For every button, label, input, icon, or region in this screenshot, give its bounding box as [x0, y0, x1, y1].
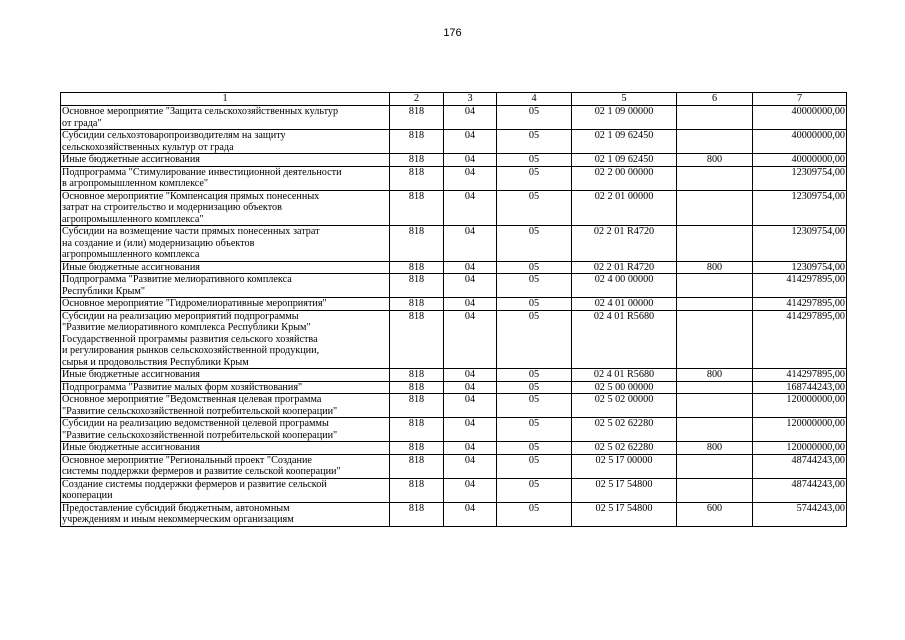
amount-cell: 414297895,00 — [753, 310, 847, 369]
row-name-line: на создание и (или) модернизацию объектов — [62, 237, 255, 249]
section-code-cell: 04 — [444, 166, 497, 190]
admin-code-cell: 818 — [390, 478, 444, 502]
admin-code-cell: 818 — [390, 166, 444, 190]
row-name-line: Создание системы поддержки фермеров и развитие сельской — [62, 478, 327, 490]
row-name-cell — [61, 478, 390, 502]
admin-code-cell: 818 — [390, 130, 444, 154]
admin-code-cell: 818 — [390, 298, 444, 311]
amount-cell: 120000000,00 — [753, 394, 847, 418]
table-row — [61, 442, 847, 455]
amount-cell: 12309754,00 — [753, 166, 847, 190]
amount-cell: 48744243,00 — [753, 454, 847, 478]
table-row — [61, 274, 847, 298]
header-cell: 2 — [390, 93, 444, 106]
target-article-cell: 02 2 00 00000 — [572, 166, 677, 190]
target-article-cell: 02 1 09 00000 — [572, 106, 677, 130]
admin-code-cell: 818 — [390, 454, 444, 478]
row-name-line: Субсидии на возмещение части прямых понесенных затрат — [62, 226, 320, 237]
expense-type-cell — [677, 478, 753, 502]
expense-type-cell — [677, 394, 753, 418]
target-article-cell: 02 5 I7 00000 — [572, 454, 677, 478]
row-name-cell — [61, 130, 390, 154]
admin-code-cell: 818 — [390, 310, 444, 369]
section-code-cell: 04 — [444, 226, 497, 262]
row-name-line: Основное мероприятие "Региональный проект "Создание — [62, 454, 312, 466]
amount-cell: 414297895,00 — [753, 274, 847, 298]
section-code-cell: 04 — [444, 154, 497, 167]
amount-cell: 120000000,00 — [753, 418, 847, 442]
target-article-cell: 02 1 09 62450 — [572, 130, 677, 154]
subsection-code-cell: 05 — [497, 502, 572, 526]
admin-code-cell: 818 — [390, 154, 444, 167]
table-body — [61, 106, 847, 527]
row-name-line: агропромышленного комплекса — [62, 249, 200, 260]
row-name-cell — [61, 190, 390, 226]
subsection-code-cell: 05 — [497, 130, 572, 154]
amount-cell: 40000000,00 — [753, 130, 847, 154]
target-article-cell: 02 5 02 62280 — [572, 442, 677, 455]
section-code-cell: 04 — [444, 298, 497, 311]
admin-code-cell: 818 — [390, 394, 444, 418]
row-name-line: Подпрограмма "Развитие мелиоративного комплекса — [62, 274, 292, 285]
expense-type-cell — [677, 190, 753, 226]
target-article-cell: 02 5 I7 54800 — [572, 478, 677, 502]
target-article-cell: 02 4 01 00000 — [572, 298, 677, 311]
row-name-cell — [61, 261, 390, 274]
section-code-cell: 04 — [444, 106, 497, 130]
section-code-cell: 04 — [444, 369, 497, 382]
subsection-code-cell: 05 — [497, 261, 572, 274]
row-name-line: Основное мероприятие "Защита сельскохозяйственных культур — [62, 106, 339, 117]
expense-type-cell: 800 — [677, 154, 753, 167]
row-name-line: Субсидии сельхозтоваропроизводителям на защиту — [62, 130, 286, 141]
row-name-line: Иные бюджетные ассигнования — [62, 442, 200, 453]
target-article-cell: 02 2 01 R4720 — [572, 261, 677, 274]
row-name-line: Республики Крым" — [62, 285, 145, 297]
row-name-line: Субсидии на реализацию ведомственной целевой программы — [62, 418, 329, 429]
row-name-line: Подпрограмма "Стимулирование инвестиционной деятельности — [62, 166, 342, 178]
budget-table — [60, 92, 847, 527]
header-cell: 5 — [572, 93, 677, 106]
admin-code-cell: 818 — [390, 274, 444, 298]
subsection-code-cell: 05 — [497, 478, 572, 502]
subsection-code-cell: 05 — [497, 394, 572, 418]
table-row — [61, 154, 847, 167]
table-row — [61, 394, 847, 418]
header-cell: 6 — [677, 93, 753, 106]
row-name-line: кооперации — [62, 490, 113, 501]
subsection-code-cell: 05 — [497, 274, 572, 298]
section-code-cell: 04 — [444, 381, 497, 394]
header-cell: 7 — [753, 93, 847, 106]
row-name-line: "Развитие сельскохозяйственной потребительской кооперации" — [62, 405, 338, 417]
row-name-cell — [61, 310, 390, 369]
row-name-line: в агропромышленном комплексе" — [62, 178, 209, 189]
header-cell: 3 — [444, 93, 497, 106]
target-article-cell: 02 5 I7 54800 — [572, 502, 677, 526]
row-name-line: от града" — [62, 117, 102, 129]
amount-cell: 40000000,00 — [753, 154, 847, 167]
expense-type-cell — [677, 274, 753, 298]
row-name-cell — [61, 381, 390, 394]
amount-cell: 12309754,00 — [753, 261, 847, 274]
admin-code-cell: 818 — [390, 261, 444, 274]
admin-code-cell: 818 — [390, 369, 444, 382]
target-article-cell: 02 4 01 R5680 — [572, 310, 677, 369]
subsection-code-cell: 05 — [497, 298, 572, 311]
section-code-cell: 04 — [444, 190, 497, 226]
expense-type-cell — [677, 298, 753, 311]
section-code-cell: 04 — [444, 274, 497, 298]
table-row — [61, 298, 847, 311]
row-name-line: учреждениям и иным некоммерческим организациям — [62, 514, 294, 525]
target-article-cell: 02 5 00 00000 — [572, 381, 677, 394]
table-row — [61, 381, 847, 394]
section-code-cell: 04 — [444, 418, 497, 442]
target-article-cell: 02 2 01 R4720 — [572, 226, 677, 262]
row-name-line: Основное мероприятие "Ведомственная целевая программа — [62, 394, 322, 405]
table-row — [61, 226, 847, 262]
row-name-cell — [61, 454, 390, 478]
subsection-code-cell: 05 — [497, 454, 572, 478]
expense-type-cell — [677, 310, 753, 369]
admin-code-cell: 818 — [390, 190, 444, 226]
row-name-line: Предоставление субсидий бюджетным, автономным — [62, 502, 290, 514]
row-name-line: затрат на строительство и модернизацию объектов — [62, 202, 282, 213]
admin-code-cell: 818 — [390, 381, 444, 394]
row-name-cell — [61, 154, 390, 167]
expense-type-cell — [677, 454, 753, 478]
row-name-cell — [61, 226, 390, 262]
target-article-cell: 02 2 01 00000 — [572, 190, 677, 226]
subsection-code-cell: 05 — [497, 106, 572, 130]
section-code-cell: 04 — [444, 478, 497, 502]
row-name-line: Основное мероприятие "Компенсация прямых понесенных — [62, 190, 320, 202]
expense-type-cell: 800 — [677, 261, 753, 274]
row-name-line: системы поддержки фермеров и развитие сельской кооперации" — [62, 466, 341, 477]
expense-type-cell — [677, 106, 753, 130]
amount-cell: 48744243,00 — [753, 478, 847, 502]
row-name-line: и регулирования рынков сельскохозяйственной продукции, — [62, 345, 320, 356]
target-article-cell: 02 5 02 62280 — [572, 418, 677, 442]
row-name-line: Иные бюджетные ассигнования — [62, 369, 200, 380]
table-row — [61, 130, 847, 154]
row-name-line: "Развитие сельскохозяйственной потребительской кооперации" — [62, 429, 338, 441]
row-name-cell — [61, 166, 390, 190]
amount-cell: 5744243,00 — [753, 502, 847, 526]
row-name-line: Субсидии на реализацию мероприятий подпрограммы — [62, 310, 299, 322]
table-row — [61, 261, 847, 274]
row-name-cell — [61, 369, 390, 382]
row-name-line: сырья и продовольствия Республики Крым — [62, 356, 249, 368]
section-code-cell: 04 — [444, 454, 497, 478]
table-row — [61, 310, 847, 369]
subsection-code-cell: 05 — [497, 154, 572, 167]
row-name-cell — [61, 274, 390, 298]
row-name-cell — [61, 106, 390, 130]
subsection-code-cell: 05 — [497, 190, 572, 226]
target-article-cell: 02 5 02 00000 — [572, 394, 677, 418]
section-code-cell: 04 — [444, 310, 497, 369]
admin-code-cell: 818 — [390, 226, 444, 262]
subsection-code-cell: 05 — [497, 166, 572, 190]
amount-cell: 120000000,00 — [753, 442, 847, 455]
admin-code-cell: 818 — [390, 106, 444, 130]
expense-type-cell — [677, 166, 753, 190]
amount-cell: 414297895,00 — [753, 298, 847, 311]
amount-cell: 414297895,00 — [753, 369, 847, 382]
expense-type-cell: 800 — [677, 369, 753, 382]
section-code-cell: 04 — [444, 130, 497, 154]
row-name-line: Основное мероприятие "Гидромелиоративные мероприятия" — [62, 298, 327, 309]
subsection-code-cell: 05 — [497, 442, 572, 455]
header-cell: 1 — [61, 93, 390, 106]
row-name-cell — [61, 394, 390, 418]
subsection-code-cell: 05 — [497, 310, 572, 369]
row-name-cell — [61, 442, 390, 455]
expense-type-cell — [677, 130, 753, 154]
table-row — [61, 502, 847, 526]
header-cell: 4 — [497, 93, 572, 106]
table-row — [61, 454, 847, 478]
table-row — [61, 418, 847, 442]
target-article-cell: 02 1 09 62450 — [572, 154, 677, 167]
row-name-cell — [61, 298, 390, 311]
row-name-line: Иные бюджетные ассигнования — [62, 154, 200, 165]
table-row — [61, 478, 847, 502]
row-name-line: Иные бюджетные ассигнования — [62, 261, 200, 273]
row-name-line: агропромышленного комплекса" — [62, 213, 204, 225]
admin-code-cell: 818 — [390, 502, 444, 526]
row-name-line: сельскохозяйственных культур от града — [62, 141, 234, 153]
subsection-code-cell: 05 — [497, 418, 572, 442]
header-row — [61, 93, 847, 106]
expense-type-cell — [677, 226, 753, 262]
admin-code-cell: 818 — [390, 442, 444, 455]
expense-type-cell: 600 — [677, 502, 753, 526]
target-article-cell: 02 4 00 00000 — [572, 274, 677, 298]
table-row — [61, 166, 847, 190]
page-number: 176 — [443, 27, 462, 39]
amount-cell: 12309754,00 — [753, 190, 847, 226]
row-name-line: "Развитие мелиоративного комплекса Республики Крым" — [62, 322, 311, 333]
section-code-cell: 04 — [444, 394, 497, 418]
expense-type-cell — [677, 418, 753, 442]
expense-type-cell — [677, 381, 753, 394]
row-name-line: Подпрограмма "Развитие малых форм хозяйствования" — [62, 381, 303, 393]
subsection-code-cell: 05 — [497, 226, 572, 262]
row-name-cell — [61, 502, 390, 526]
target-article-cell: 02 4 01 R5680 — [572, 369, 677, 382]
table-row — [61, 190, 847, 226]
section-code-cell: 04 — [444, 442, 497, 455]
table-row — [61, 106, 847, 130]
row-name-line: Государственной программы развития сельского хозяйства — [62, 333, 318, 345]
row-name-cell — [61, 418, 390, 442]
subsection-code-cell: 05 — [497, 369, 572, 382]
amount-cell: 168744243,00 — [753, 381, 847, 394]
expense-type-cell: 800 — [677, 442, 753, 455]
section-code-cell: 04 — [444, 261, 497, 274]
subsection-code-cell: 05 — [497, 381, 572, 394]
amount-cell: 40000000,00 — [753, 106, 847, 130]
table-row — [61, 369, 847, 382]
amount-cell: 12309754,00 — [753, 226, 847, 262]
admin-code-cell: 818 — [390, 418, 444, 442]
section-code-cell: 04 — [444, 502, 497, 526]
